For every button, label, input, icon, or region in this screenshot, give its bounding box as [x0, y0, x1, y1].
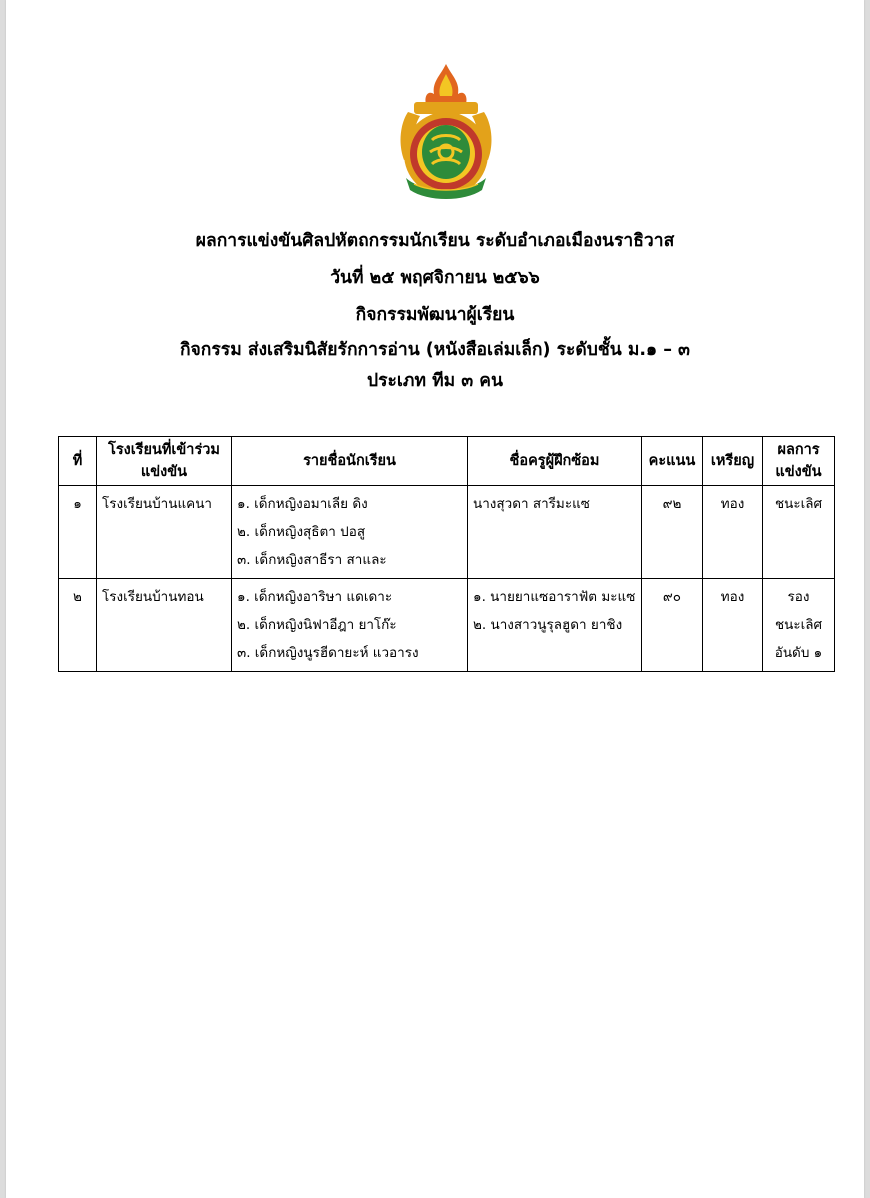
document-page	[6, 0, 864, 1198]
row-result: ชนะเลิศ	[763, 486, 835, 579]
header-score: คะแนน	[642, 437, 703, 486]
row-score: ๙๒	[642, 486, 703, 579]
teacher-name: ๒. นางสาวนูรุลฮูดา ยาชิง	[473, 617, 623, 633]
row-school: โรงเรียนบ้านแคนา	[97, 486, 232, 579]
activity-name: กิจกรรม ส่งเสริมนิสัยรักการอ่าน (หนังสือเล่มเล็ก) ระดับชั้น ม.๑ – ๓	[179, 340, 691, 360]
row-medal: ทอง	[703, 579, 763, 672]
header-students: รายชื่อนักเรียน	[232, 437, 468, 486]
header-no: ที่	[59, 437, 97, 486]
row-students	[232, 579, 468, 672]
competition-date: วันที่ ๒๕ พฤศจิกายน ๒๕๖๖	[330, 268, 540, 288]
row-teachers	[468, 486, 642, 579]
table-row	[59, 579, 835, 672]
student-name: ๓. เด็กหญิงนูรฮีดายะห์ แวอารง	[237, 645, 419, 661]
teacher-name: นางสุวดา สารีมะแซ	[473, 496, 590, 512]
row-no: ๒	[59, 579, 97, 672]
header-school: โรงเรียนที่เข้าร่วม แข่งขัน	[97, 437, 232, 486]
row-medal: ทอง	[703, 486, 763, 579]
activity-category: กิจกรรมพัฒนาผู้เรียน	[355, 305, 515, 325]
student-name: ๒. เด็กหญิงสุธิตา ปอสู	[237, 524, 366, 540]
obec-emblem-icon	[388, 62, 504, 200]
row-result: รอง ชนะเลิศ อันดับ ๑	[763, 579, 835, 672]
header-medal: เหรียญ	[703, 437, 763, 486]
table-header-row	[59, 437, 835, 486]
results-table	[58, 436, 835, 672]
competition-type: ประเภท ทีม ๓ คน	[367, 371, 503, 391]
student-name: ๓. เด็กหญิงสาธีรา สาและ	[237, 552, 387, 568]
header-result: ผลการ แข่งขัน	[763, 437, 835, 486]
document-title: ผลการแข่งขันศิลปหัตถกรรมนักเรียน ระดับอำเภอเมืองนราธิวาส	[195, 231, 675, 251]
teacher-name: ๑. นายยาแซอาราฟัต มะแซ	[473, 589, 636, 605]
row-students	[232, 486, 468, 579]
student-name: ๑. เด็กหญิงอาริษา แดเดาะ	[237, 589, 393, 605]
header-teachers: ชื่อครูผู้ฝึกซ้อม	[468, 437, 642, 486]
student-name: ๑. เด็กหญิงอมาเลีย ดิง	[237, 496, 368, 512]
row-no: ๑	[59, 486, 97, 579]
row-school: โรงเรียนบ้านทอน	[97, 579, 232, 672]
row-teachers	[468, 579, 642, 672]
table-row	[59, 486, 835, 579]
student-name: ๒. เด็กหญิงนิฟาอีฎา ยาโก๊ะ	[237, 617, 397, 633]
row-score: ๙๐	[642, 579, 703, 672]
